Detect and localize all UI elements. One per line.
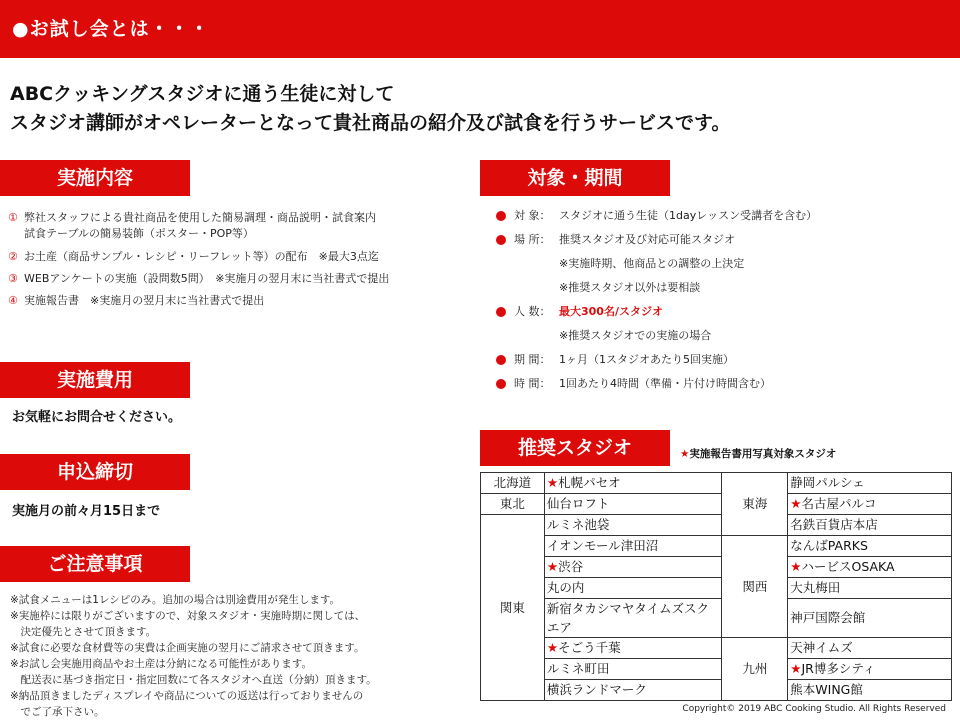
item-text: ※推奨スタジオ以外は要相談 xyxy=(559,281,701,294)
note-line: ※試食メニューは1レシピのみ。追加の場合は別途費用が発生します。 xyxy=(10,594,341,606)
section-title-taisho: 対象・期間 xyxy=(480,160,670,196)
studio-cell: ルミネ町田 xyxy=(544,659,722,680)
note-line: 配送表に基づき指定日・指定回数にて各スタジオへ直送（分納）頂きます。 xyxy=(10,674,377,686)
list-item xyxy=(496,204,956,228)
studio-cell: 仙台ロフト xyxy=(544,494,722,515)
studio-cell: 新宿タカシマヤタイムズスクエア xyxy=(544,599,722,638)
studio-cell: イオンモール津田沼 xyxy=(544,536,722,557)
studio-cell: 天神イムズ xyxy=(788,638,952,659)
studio-cell: ルミネ池袋 xyxy=(544,515,722,536)
moushikomi-text: 実施月の前々月15日まで xyxy=(12,504,161,519)
region-cell: 東北 xyxy=(481,494,545,515)
item-text: ※推奨スタジオでの実施の場合 xyxy=(559,329,712,342)
studio-cell: 丸の内 xyxy=(544,578,722,599)
bullet-icon xyxy=(496,379,506,389)
table-row xyxy=(481,557,952,578)
item-text: ※実施時期、他商品との調整の上決定 xyxy=(559,257,745,270)
item-label: 期 間： xyxy=(514,353,551,366)
item-label: 時 間： xyxy=(514,377,551,390)
region-cell: 北海道 xyxy=(481,473,545,494)
taisho-list xyxy=(496,204,956,396)
studio-cell: ★渋谷 xyxy=(544,557,722,578)
item-label: 場 所： xyxy=(514,233,551,246)
item-text: 実施報告書 ※実施月の翌月末に当社書式で提出 xyxy=(24,294,265,307)
list-item xyxy=(496,252,956,276)
bullet-icon xyxy=(496,355,506,365)
item-label xyxy=(514,324,559,348)
table-row xyxy=(481,515,952,536)
bullet-icon xyxy=(496,211,506,221)
page-header: ●お試し会とは・・・ xyxy=(0,0,960,58)
section-title-jisshi-hiyo: 実施費用 xyxy=(0,362,190,398)
region-cell: 関西 xyxy=(722,536,788,638)
studio-cell: 名鉄百貨店本店 xyxy=(788,515,952,536)
intro-text xyxy=(10,80,730,138)
studio-cell: ★ハービスOSAKA xyxy=(788,557,952,578)
item-text: スタジオに通う生徒（1dayレッスン受講者を含む） xyxy=(559,209,818,222)
region-cell: 九州 xyxy=(722,638,788,701)
studio-cell: なんばPARKS xyxy=(788,536,952,557)
table-row xyxy=(481,473,952,494)
list-item xyxy=(8,247,478,266)
item-text: 試食テーブルの簡易装飾（ポスター・POP等） xyxy=(24,227,254,240)
table-row xyxy=(481,536,952,557)
note-line: ※お試し会実施用商品やお土産は分納になる可能性があります。 xyxy=(10,658,312,670)
list-item xyxy=(8,291,478,310)
list-item xyxy=(496,300,956,324)
item-text: WEBアンケートの実施（設問数5問） ※実施月の翌月末に当社書式で提出 xyxy=(24,272,390,285)
studio-table xyxy=(480,472,952,701)
section-title-moushikomi: 申込締切 xyxy=(0,454,190,490)
list-item xyxy=(496,372,956,396)
item-number: ④ xyxy=(8,294,18,307)
note-line: ※試食に必要な食材費等の実費は企画実施の翌月にご請求させて頂きます。 xyxy=(10,642,365,654)
list-item xyxy=(496,348,956,372)
studio-cell: 熊本WING館 xyxy=(788,680,952,701)
list-item xyxy=(496,324,956,348)
studio-cell: ★JR博多シティ xyxy=(788,659,952,680)
table-row xyxy=(481,659,952,680)
star-icon: ★ xyxy=(546,559,559,574)
star-icon: ★ xyxy=(790,496,802,511)
item-number: ② xyxy=(8,250,18,263)
item-number: ③ xyxy=(8,272,18,285)
note-line: 決定優先とさせて頂きます。 xyxy=(10,626,157,638)
jisshi-hiyo-text: お気軽にお問合せください。 xyxy=(12,410,182,425)
list-item xyxy=(496,276,956,300)
note-line: ※実施枠には限りがございますので、対象スタジオ・実施時期に関しては、 xyxy=(10,610,366,622)
studio-cell: ★札幌パセオ xyxy=(544,473,722,494)
item-number: ① xyxy=(8,211,18,224)
note-line: ※納品頂きましたディスプレイや商品についての返送は行っておりませんの xyxy=(10,690,364,702)
chui-list xyxy=(10,592,480,720)
table-row xyxy=(481,638,952,659)
table-row xyxy=(481,599,952,638)
studio-cell: 横浜ランドマーク xyxy=(544,680,722,701)
studio-cell: ★そごう千葉 xyxy=(544,638,722,659)
region-cell: 東海 xyxy=(722,473,788,536)
studio-cell: 静岡パルシェ xyxy=(788,473,952,494)
bullet-icon xyxy=(496,235,506,245)
section-title-suisho: 推奨スタジオ xyxy=(480,430,670,466)
studio-cell: 神戸国際会館 xyxy=(788,599,952,638)
item-text: 推奨スタジオ及び対応可能スタジオ xyxy=(559,233,735,246)
list-item xyxy=(8,269,478,288)
photo-target-note-text: 実施報告書用写真対象スタジオ xyxy=(689,448,837,460)
star-icon: ★ xyxy=(680,448,690,460)
table-row xyxy=(481,494,952,515)
star-icon: ★ xyxy=(790,559,802,574)
item-text: 弊社スタッフによる貴社商品を使用した簡易調理・商品説明・試食案内 xyxy=(24,211,376,224)
table-row xyxy=(481,578,952,599)
photo-target-note xyxy=(680,446,836,461)
section-title-chui: ご注意事項 xyxy=(0,546,190,582)
item-text: お土産（商品サンプル・レシピ・リーフレット等）の配布 ※最大3点迄 xyxy=(24,250,379,263)
note-line: でご了承下さい。 xyxy=(10,706,105,718)
copyright: Copyright© 2019 ABC Cooking Studio. All Rights Reserved xyxy=(682,704,946,714)
list-item xyxy=(8,224,478,243)
star-icon: ★ xyxy=(790,661,802,676)
item-label xyxy=(514,276,559,300)
studio-cell: 大丸梅田 xyxy=(788,578,952,599)
item-label xyxy=(514,252,559,276)
section-title-jisshi-naiyo: 実施内容 xyxy=(0,160,190,196)
list-item xyxy=(496,228,956,252)
item-text: 最大300名/スタジオ xyxy=(559,305,663,318)
star-icon: ★ xyxy=(546,475,559,490)
jisshi-naiyo-list xyxy=(8,208,478,310)
region-cell: 関東 xyxy=(481,515,545,701)
studio-cell: ★名古屋パルコ xyxy=(788,494,952,515)
intro-line-1: ABCクッキングスタジオに通う生徒に対して xyxy=(10,83,395,105)
item-text: 1回あたり4時間（準備・片付け時間含む） xyxy=(559,377,771,390)
intro-line-2: スタジオ講師がオペレーターとなって貴社商品の紹介及び試食を行うサービスです。 xyxy=(10,112,731,134)
item-label: 対 象： xyxy=(514,209,551,222)
item-label: 人 数： xyxy=(514,305,551,318)
item-text: 1ヶ月（1スタジオあたり5回実施） xyxy=(559,353,734,366)
table-row xyxy=(481,680,952,701)
bullet-icon xyxy=(496,307,506,317)
star-icon: ★ xyxy=(546,640,559,655)
